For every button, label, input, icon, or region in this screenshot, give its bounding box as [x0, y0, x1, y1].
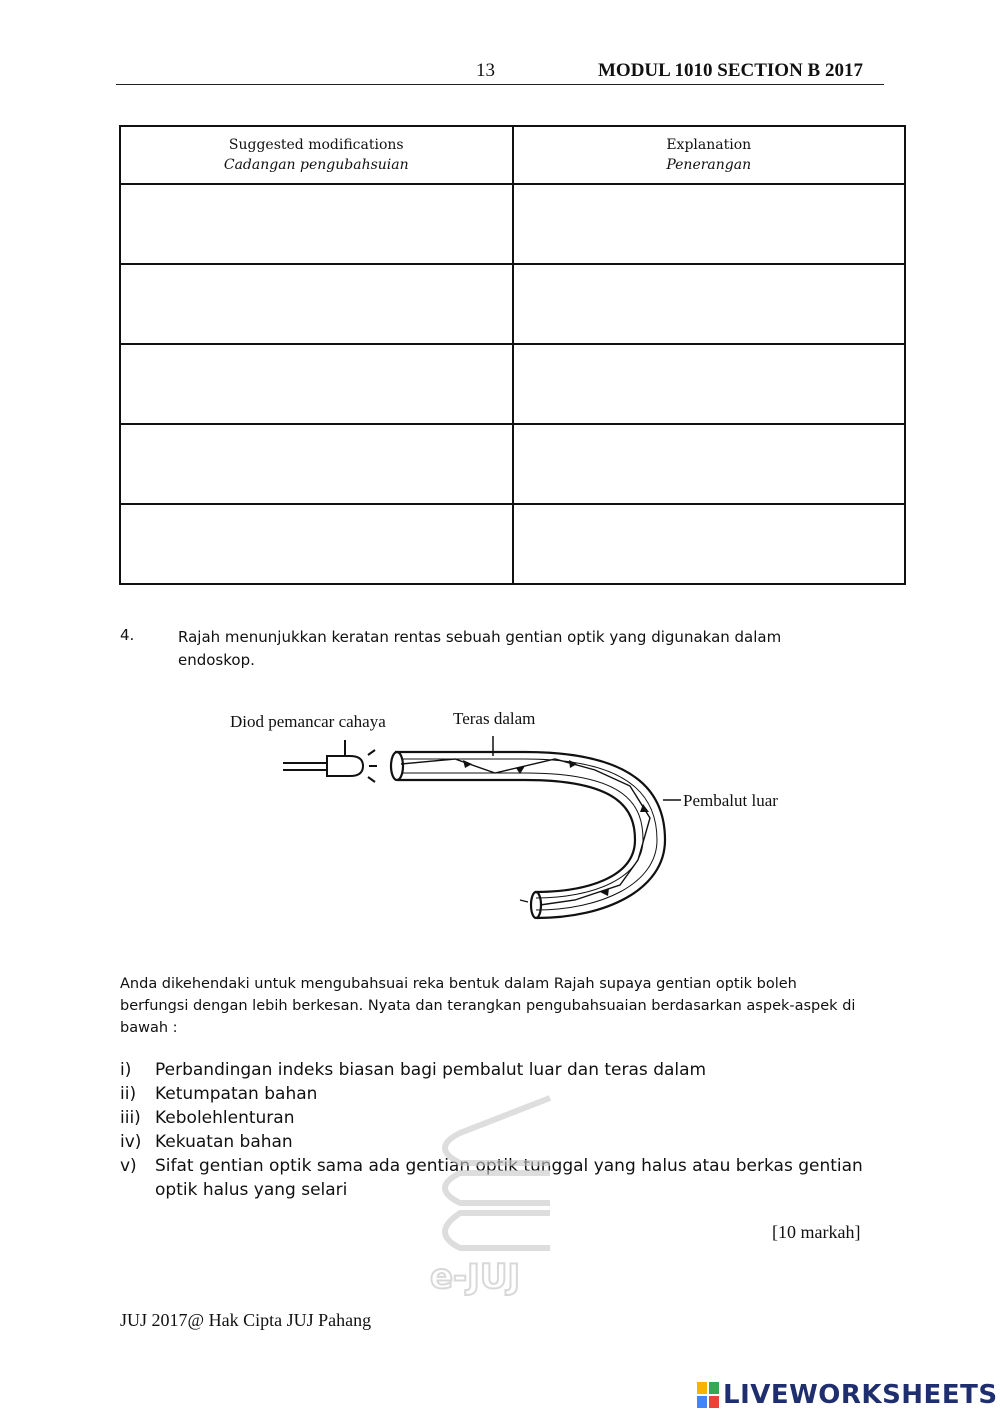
table-row [120, 424, 905, 504]
modification-cell[interactable] [120, 504, 513, 584]
explanation-cell[interactable] [513, 184, 906, 264]
led-icon [283, 740, 377, 782]
liveworksheets-logo-icon [697, 1382, 719, 1408]
aspect-text: Kekuatan bahan [155, 1132, 293, 1152]
aspect-text: Ketumpatan bahan [155, 1084, 318, 1104]
aspect-label: iv) [120, 1132, 142, 1152]
col-header-explanation-ms: Penerangan [666, 157, 752, 173]
aspect-text: Sifat gentian optik sama ada gentian optik tunggal yang halus atau berkas gentian optik halus yang selari [155, 1156, 863, 1200]
label-core: Teras dalam [453, 709, 536, 728]
modification-cell[interactable] [120, 184, 513, 264]
aspect-label: v) [120, 1156, 137, 1176]
aspect-label: i) [120, 1060, 132, 1080]
module-title: MODUL 1010 SECTION B 2017 [598, 60, 863, 81]
instruction-text: Anda dikehendaki untuk mengubahsuai reka bentuk dalam Rajah supaya gentian optik boleh berfungsi dengan lebih berkesan. Nyata dan terangkan pengubahsuaian berdasarkan aspek-aspek di bawah : [120, 976, 856, 1036]
modification-cell[interactable] [120, 424, 513, 504]
explanation-cell[interactable] [513, 264, 906, 344]
explanation-cell[interactable] [513, 504, 906, 584]
col-header-explanation [513, 126, 906, 184]
table-row [120, 184, 905, 264]
watermark-text: e-JUJ [430, 1257, 521, 1297]
fibre-body [391, 752, 665, 918]
modifications-table [119, 125, 906, 585]
col-header-modifications-ms: Cadangan pengubahsuian [223, 157, 409, 173]
ejuj-watermark [420, 1088, 580, 1298]
aspect-label: ii) [120, 1084, 137, 1104]
aspect-text: Perbandingan indeks biasan bagi pembalut luar dan teras dalam [155, 1060, 707, 1080]
table-row [120, 264, 905, 344]
question-number: 4. [120, 626, 135, 644]
table-row [120, 344, 905, 424]
page-number: 13 [476, 60, 495, 81]
list-item [120, 1058, 880, 1082]
explanation-cell[interactable] [513, 424, 906, 504]
aspect-label: iii) [120, 1108, 141, 1128]
col-header-explanation-en: Explanation [666, 137, 752, 153]
liveworksheets-brand[interactable] [697, 1380, 998, 1410]
col-header-modifications [120, 126, 513, 184]
modification-cell[interactable] [120, 264, 513, 344]
header-rule [116, 84, 884, 85]
label-led: Diod pemancar cahaya [230, 712, 386, 731]
footer-copyright: JUJ 2017@ Hak Cipta JUJ Pahang [120, 1310, 372, 1330]
modification-cell[interactable] [120, 344, 513, 424]
optical-fibre-diagram [225, 700, 825, 940]
col-header-modifications-en: Suggested modifications [228, 137, 404, 153]
brand-name: LIVEWORKSHEETS [723, 1380, 998, 1410]
aspect-text: Kebolehlenturan [155, 1108, 295, 1128]
explanation-cell[interactable] [513, 344, 906, 424]
question-text: Rajah menunjukkan keratan rentas sebuah gentian optik yang digunakan dalam endoskop. [178, 628, 782, 669]
table-header-row [120, 126, 905, 184]
label-cladding: Pembalut luar [683, 791, 778, 810]
marks-label: [10 markah] [772, 1222, 861, 1242]
table-row [120, 504, 905, 584]
